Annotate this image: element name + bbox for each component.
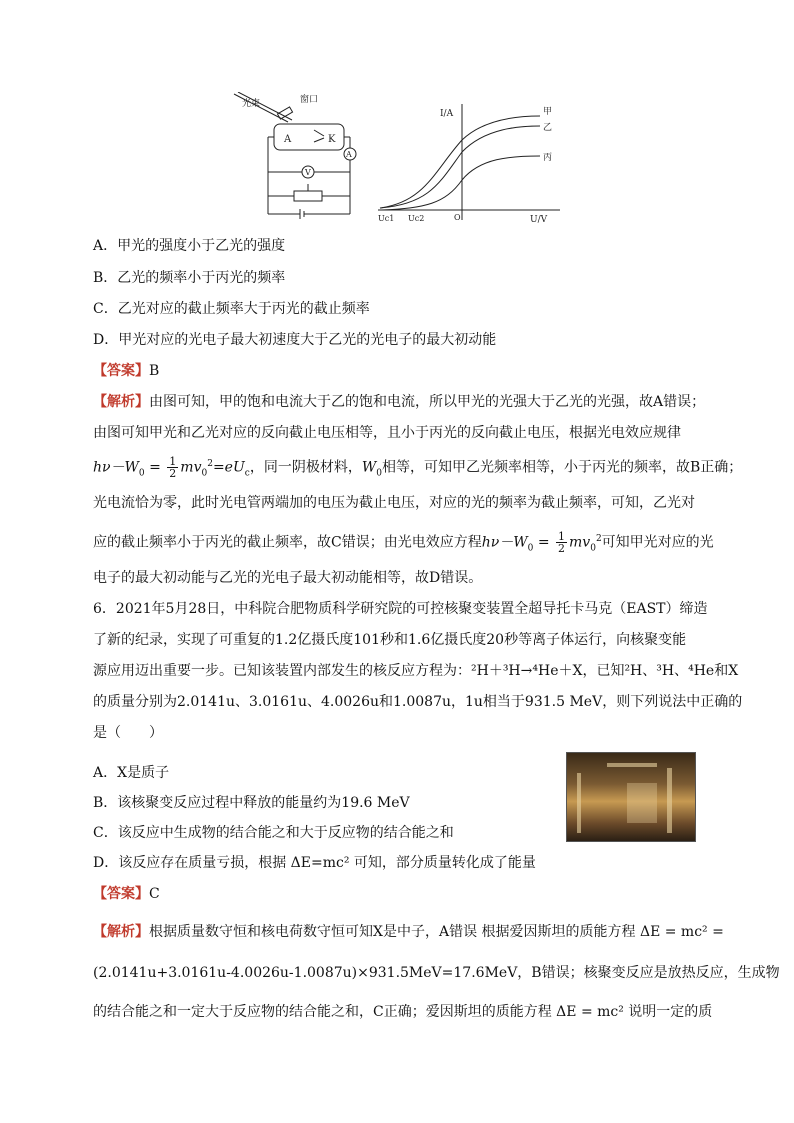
q6-option-c: C．该反应中生成物的结合能之和大于反应物的结合能之和	[93, 825, 454, 841]
voltmeter-label: V	[305, 168, 311, 177]
beam-label: 光束	[242, 99, 261, 109]
curve-yi	[380, 126, 540, 208]
formula-part: mv	[180, 459, 202, 476]
curve-bing	[382, 156, 540, 210]
fraction-half: $\frac{1}{2}$	[169, 455, 177, 481]
fraction-half: $\frac{1}{2}$	[558, 530, 566, 556]
q6-stem-line-1: 6．2021年5月28日，中科院合肥物质科学研究院的可控核聚变装置全超导托卡马克（EAST）缔造	[93, 601, 708, 617]
curve-yi-label: 乙	[543, 123, 553, 133]
graph-ylabel: I/A	[440, 109, 454, 119]
curve-jia	[380, 116, 540, 208]
analysis-text: 相等，可知甲乙光频率相等，小于丙光的频率，故B正确；	[381, 459, 743, 476]
iu-graph	[378, 104, 560, 220]
answer-value: C	[149, 886, 160, 902]
formula-part: hν－W	[481, 534, 528, 551]
q5-option-b: B．乙光的频率小于丙光的频率	[93, 270, 286, 286]
formula-part: =eU	[212, 459, 245, 476]
analysis-text: 由图可知，甲的饱和电流大于乙的饱和电流，所以甲光的光强大于乙光的光强，故A错误；	[149, 394, 706, 410]
q6-analysis-line-3: 的结合能之和一定大于反应物的结合能之和，C正确；爱因斯坦的质能方程 ΔE = mc² 说明一定的质	[93, 1004, 713, 1020]
q6-option-d: D．该反应存在质量亏损，根据 ΔE=mc² 可知，部分质量转化成了能量	[93, 855, 536, 871]
formula-part: mv	[569, 534, 591, 551]
q6-stem-line-5: 是（ ）	[93, 725, 163, 741]
graph-xlabel: U/V	[530, 215, 548, 224]
origin-label: O	[454, 213, 461, 222]
q5-analysis-line-2: 由图可知甲光和乙光对应的反向截止电压相等，且小于丙光的反向截止电压，根据光电效应规律	[93, 425, 681, 441]
q5-analysis-line-1	[93, 392, 705, 412]
q5-option-a: A．甲光的强度小于乙光的强度	[93, 238, 286, 254]
answer-tag: 【答案】	[93, 886, 149, 902]
photoelectric-figure	[230, 92, 570, 224]
analysis-text: 根据质量数守恒和核电荷数守恒可知X是中子，A错误 根据爱因斯坦的质能方程 ΔE = mc² =	[149, 924, 724, 940]
tick-uc2-label: Uc2	[408, 214, 425, 223]
formula-part: W	[361, 459, 377, 476]
q6-option-b: B．该核聚变反应过程中释放的能量约为19.6 MeV	[93, 795, 410, 811]
analysis-text: ，同一阴极材料，	[249, 459, 362, 476]
q5-option-c: C．乙光对应的截止频率大于丙光的截止频率	[93, 301, 370, 317]
curve-jia-label: 甲	[543, 107, 553, 117]
q6-option-a: A．X是质子	[93, 765, 170, 781]
formula-part: hν－W	[93, 459, 139, 476]
q6-stem-line-3: 源应用迈出重要一步。已知该装置内部发生的核反应方程为：²H＋³H→⁴He＋X，已知²H、³H、⁴He和X	[93, 663, 739, 679]
q5-answer	[93, 361, 159, 381]
circuit-diagram	[234, 92, 356, 219]
curve-bing-label: 丙	[543, 153, 553, 163]
analysis-text: 应的截止频率小于丙光的截止频率，故C错误；由光电效应方程	[93, 534, 482, 551]
q5-option-d: D．甲光对应的光电子最大初速度大于乙光的光电子的最大初动能	[93, 332, 497, 348]
ammeter-label: A	[346, 150, 352, 159]
analysis-text: 可知甲光对应的光	[601, 534, 714, 551]
answer-tag: 【答案】	[93, 363, 149, 379]
q5-analysis-line-6: 电子的最大初动能与乙光的光电子最大初动能相等，故D错误。	[93, 570, 483, 586]
q6-stem-line-2: 了新的纪录，实现了可重复的1.2亿摄氏度101秒和1.6亿摄氏度20秒等离子体运行，向核聚变能	[93, 632, 687, 648]
q6-analysis-line-2: (2.0141u+3.0161u-4.0026u-1.0087u)×931.5MeV=17.6MeV，B错误；核聚变反应是放热反应，生成物	[93, 965, 780, 981]
tick-uc1-label: Uc1	[378, 214, 395, 223]
q5-analysis-line-4: 光电流恰为零，此时光电管两端加的电压为截止电压，对应的光的频率为截止频率，可知，乙光对	[93, 495, 695, 511]
q6-stem-line-4: 的质量分别为2.0141u、3.0161u、4.0026u和1.0087u，1u相当于931.5 MeV，则下列说法中正确的	[93, 694, 743, 710]
east-tokamak-photo	[566, 752, 696, 842]
q6-analysis-line-1	[93, 922, 724, 942]
analysis-tag: 【解析】	[93, 394, 149, 410]
q6-answer	[93, 884, 160, 904]
analysis-tag: 【解析】	[93, 924, 149, 940]
electrode-a-label: A	[284, 134, 292, 145]
electrode-k-label: K	[328, 134, 336, 145]
q5-analysis-line-3: $h\nu-W_0$ = $\frac{1}{2}$ $mv_0^2=eU_c$，同一阴极材料，$W_0$相等，可知甲乙光频率相等，小于丙光的频率，故B正确；	[93, 455, 743, 481]
q5-analysis-line-5: 应的截止频率小于丙光的截止频率，故C错误；由光电效应方程$h\nu-W_0$ = $\frac{1}{2}$ $mv_0^2$可知甲光对应的光	[93, 530, 714, 556]
window-label: 窗口	[300, 95, 319, 105]
answer-value: B	[149, 363, 160, 379]
